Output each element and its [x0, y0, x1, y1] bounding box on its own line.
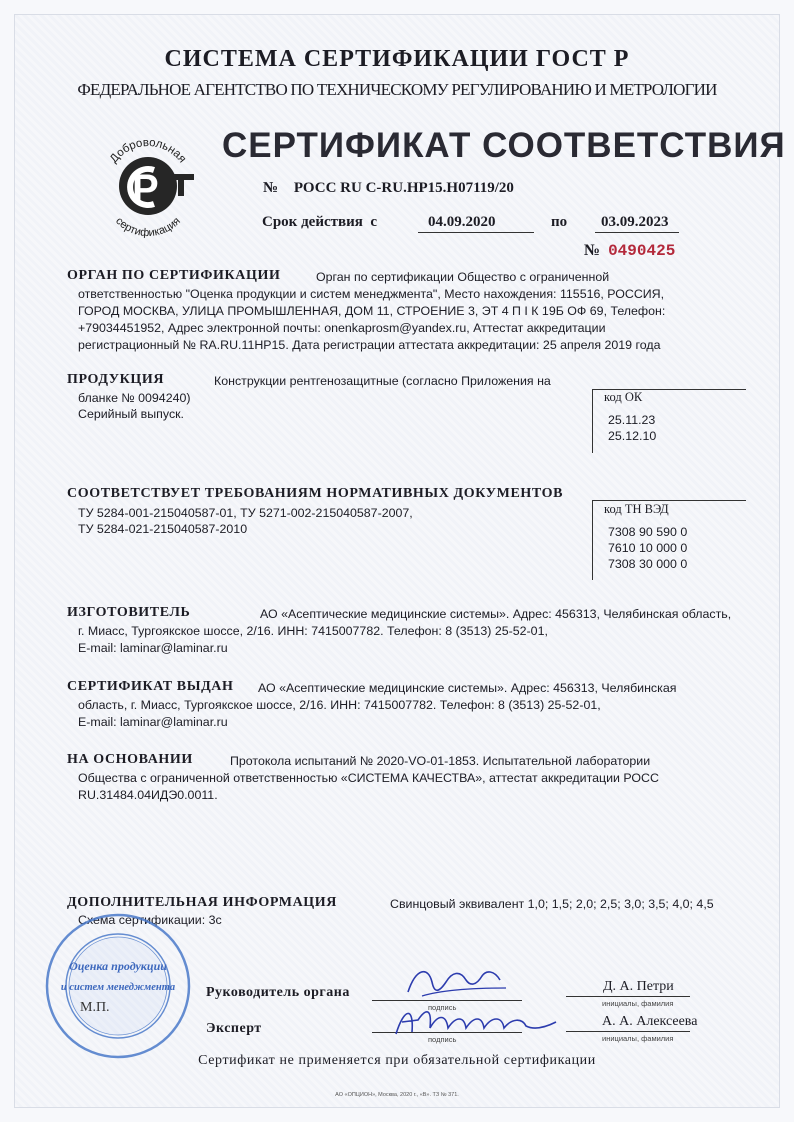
- svg-text:сертификация: [113, 215, 183, 238]
- valid-from: 04.09.2020: [428, 214, 496, 230]
- basis-line-1: Протокола испытаний № 2020-VO-01-1853. Испытательной лаборатории: [230, 754, 651, 768]
- okp-code-1: 25.11.23: [608, 413, 656, 427]
- organ-line-1: Орган по сертификации Общество с ограниченной: [316, 270, 610, 284]
- basis-label: НА ОСНОВАНИИ: [67, 752, 193, 767]
- organ-line-5: регистрационный № RA.RU.11НР15. Дата регистрации аттестата аккредитации: 25 апреля 2019 года: [78, 338, 661, 352]
- tnved-code-2: 7610 10 000 0: [608, 541, 688, 555]
- expert-name: А. А. Алексеева: [602, 1014, 698, 1029]
- stamp-line-2: и систем менеджмента: [60, 982, 176, 993]
- expert-name-caption: инициалы, фамилия: [602, 1034, 674, 1043]
- issued-line-1: АО «Асептические медицинские системы». Адрес: 456313, Челябинская: [258, 681, 677, 695]
- additional-label: ДОПОЛНИТЕЛЬНАЯ ИНФОРМАЦИЯ: [67, 895, 337, 910]
- footer-note: Сертификат не применяется при обязательной сертификации: [198, 1053, 596, 1068]
- organ-stamp: [44, 912, 192, 1060]
- logo-bottom-text: сертификация: [113, 215, 183, 238]
- okp-code-label: код ОК: [604, 390, 643, 404]
- head-signature: [402, 962, 512, 1004]
- manufacturer-line-3: E-mail: laminar@laminar.ru: [78, 641, 228, 655]
- manufacturer-label: ИЗГОТОВИТЕЛЬ: [67, 605, 191, 620]
- stamp-mp-label: М.П.: [80, 1000, 110, 1015]
- basis-line-3: RU.31484.04ИДЭ0.0011.: [78, 788, 218, 802]
- requirements-label: СООТВЕТСТВУЕТ ТРЕБОВАНИЯМ НОРМАТИВНЫХ ДОКУМЕНТОВ: [67, 486, 564, 501]
- cert-number: РОСС RU C-RU.НР15.Н07119/20: [293, 180, 514, 196]
- organ-line-3: ГОРОД МОСКВА, УЛИЦА ПРОМЫШЛЕННАЯ, ДОМ 11, СТРОЕНИЕ 3, ЭТ 4 П I К 19Б ОФ 69, Телефон:: [78, 304, 666, 318]
- valid-to: 03.09.2023: [601, 214, 669, 230]
- additional-text: Свинцовый эквивалент 1,0; 1,5; 2,0; 2,5; 3,0; 3,5; 4,0; 4,5: [390, 897, 714, 911]
- tnved-code-1: 7308 90 590 0: [608, 525, 688, 539]
- logo-top-text: Добровольная: [107, 136, 189, 166]
- product-label: ПРОДУКЦИЯ: [67, 372, 165, 387]
- blank-number-sign: №: [584, 242, 601, 259]
- blank-number: 0490425: [608, 242, 676, 260]
- product-line-2: бланке № 0094240): [78, 391, 191, 405]
- expert-signature-caption: подпись: [428, 1035, 457, 1044]
- svg-text:P: P: [132, 167, 159, 211]
- manufacturer-line-1: АО «Асептические медицинские системы». Адрес: 456313, Челябинская область,: [260, 607, 732, 621]
- certification-scheme: Схема сертификации: 3с: [78, 913, 222, 927]
- organ-label: ОРГАН ПО СЕРТИФИКАЦИИ: [67, 268, 281, 283]
- requirements-line-2: ТУ 5284-021-215040587-2010: [78, 522, 248, 536]
- head-name-caption: инициалы, фамилия: [602, 999, 674, 1008]
- valid-to-label: по: [551, 214, 568, 230]
- agency-title: ФЕДЕРАЛЬНОЕ АГЕНТСТВО ПО ТЕХНИЧЕСКОМУ РЕГУЛИРОВАНИЮ И МЕТРОЛОГИИ: [77, 80, 717, 99]
- manufacturer-line-2: г. Миасс, Тургоякское шоссе, 2/16. ИНН: 7415007782. Телефон: 8 (3513) 25-52-01,: [78, 624, 548, 638]
- issued-line-2: область, г. Миасс, Тургоякское шоссе, 2/16. ИНН: 7415007782. Телефон: 8 (3513) 25-52-01,: [78, 698, 601, 712]
- printer-imprint: АО «ОПЦИОН», Москва, 2020 г., «В». ТЗ № 371.: [335, 1092, 459, 1098]
- product-line-3: Серийный выпуск.: [78, 407, 184, 421]
- issued-line-3: E-mail: laminar@laminar.ru: [78, 715, 228, 729]
- system-title: СИСТЕМА СЕРТИФИКАЦИИ ГОСТ Р: [164, 46, 630, 72]
- expert-label: Эксперт: [206, 1021, 262, 1036]
- head-signature-caption: подпись: [428, 1003, 457, 1012]
- organ-line-2: ответственностью "Оценка продукции и систем менеджмента", Место нахождения: 115516, РОССИЯ,: [78, 287, 665, 301]
- okp-code-2: 25.12.10: [608, 429, 657, 443]
- cert-number-sign: №: [263, 180, 279, 196]
- requirements-line-1: ТУ 5284-001-215040587-01, ТУ 5271-002-215040587-2007,: [78, 506, 413, 520]
- tnved-code-3: 7308 30 000 0: [608, 557, 688, 571]
- validity-label: Срок действия с: [262, 214, 378, 230]
- issued-label: СЕРТИФИКАТ ВЫДАН: [67, 679, 234, 694]
- basis-line-2: Общества с ограниченной ответственностью «СИСТЕМА КАЧЕСТВА», аттестат аккредитации РОСС: [78, 771, 659, 785]
- head-name: Д. А. Петри: [603, 979, 674, 994]
- product-line-1: Конструкции рентгенозащитные (согласно Приложения на: [214, 374, 551, 388]
- organ-line-4: +79034451952, Адрес электронной почты: onenkaprosm@yandex.ru, Аттестат аккредитации: [78, 321, 606, 335]
- head-label: Руководитель органа: [206, 985, 350, 1000]
- tnved-code-label: код ТН ВЭД: [604, 502, 669, 516]
- gost-r-logo: [92, 126, 204, 238]
- stamp-line-1: Оценка продукции: [69, 959, 167, 973]
- expert-signature: [392, 1004, 562, 1038]
- certificate-title: СЕРТИФИКАТ СООТВЕТСТВИЯ: [222, 126, 786, 165]
